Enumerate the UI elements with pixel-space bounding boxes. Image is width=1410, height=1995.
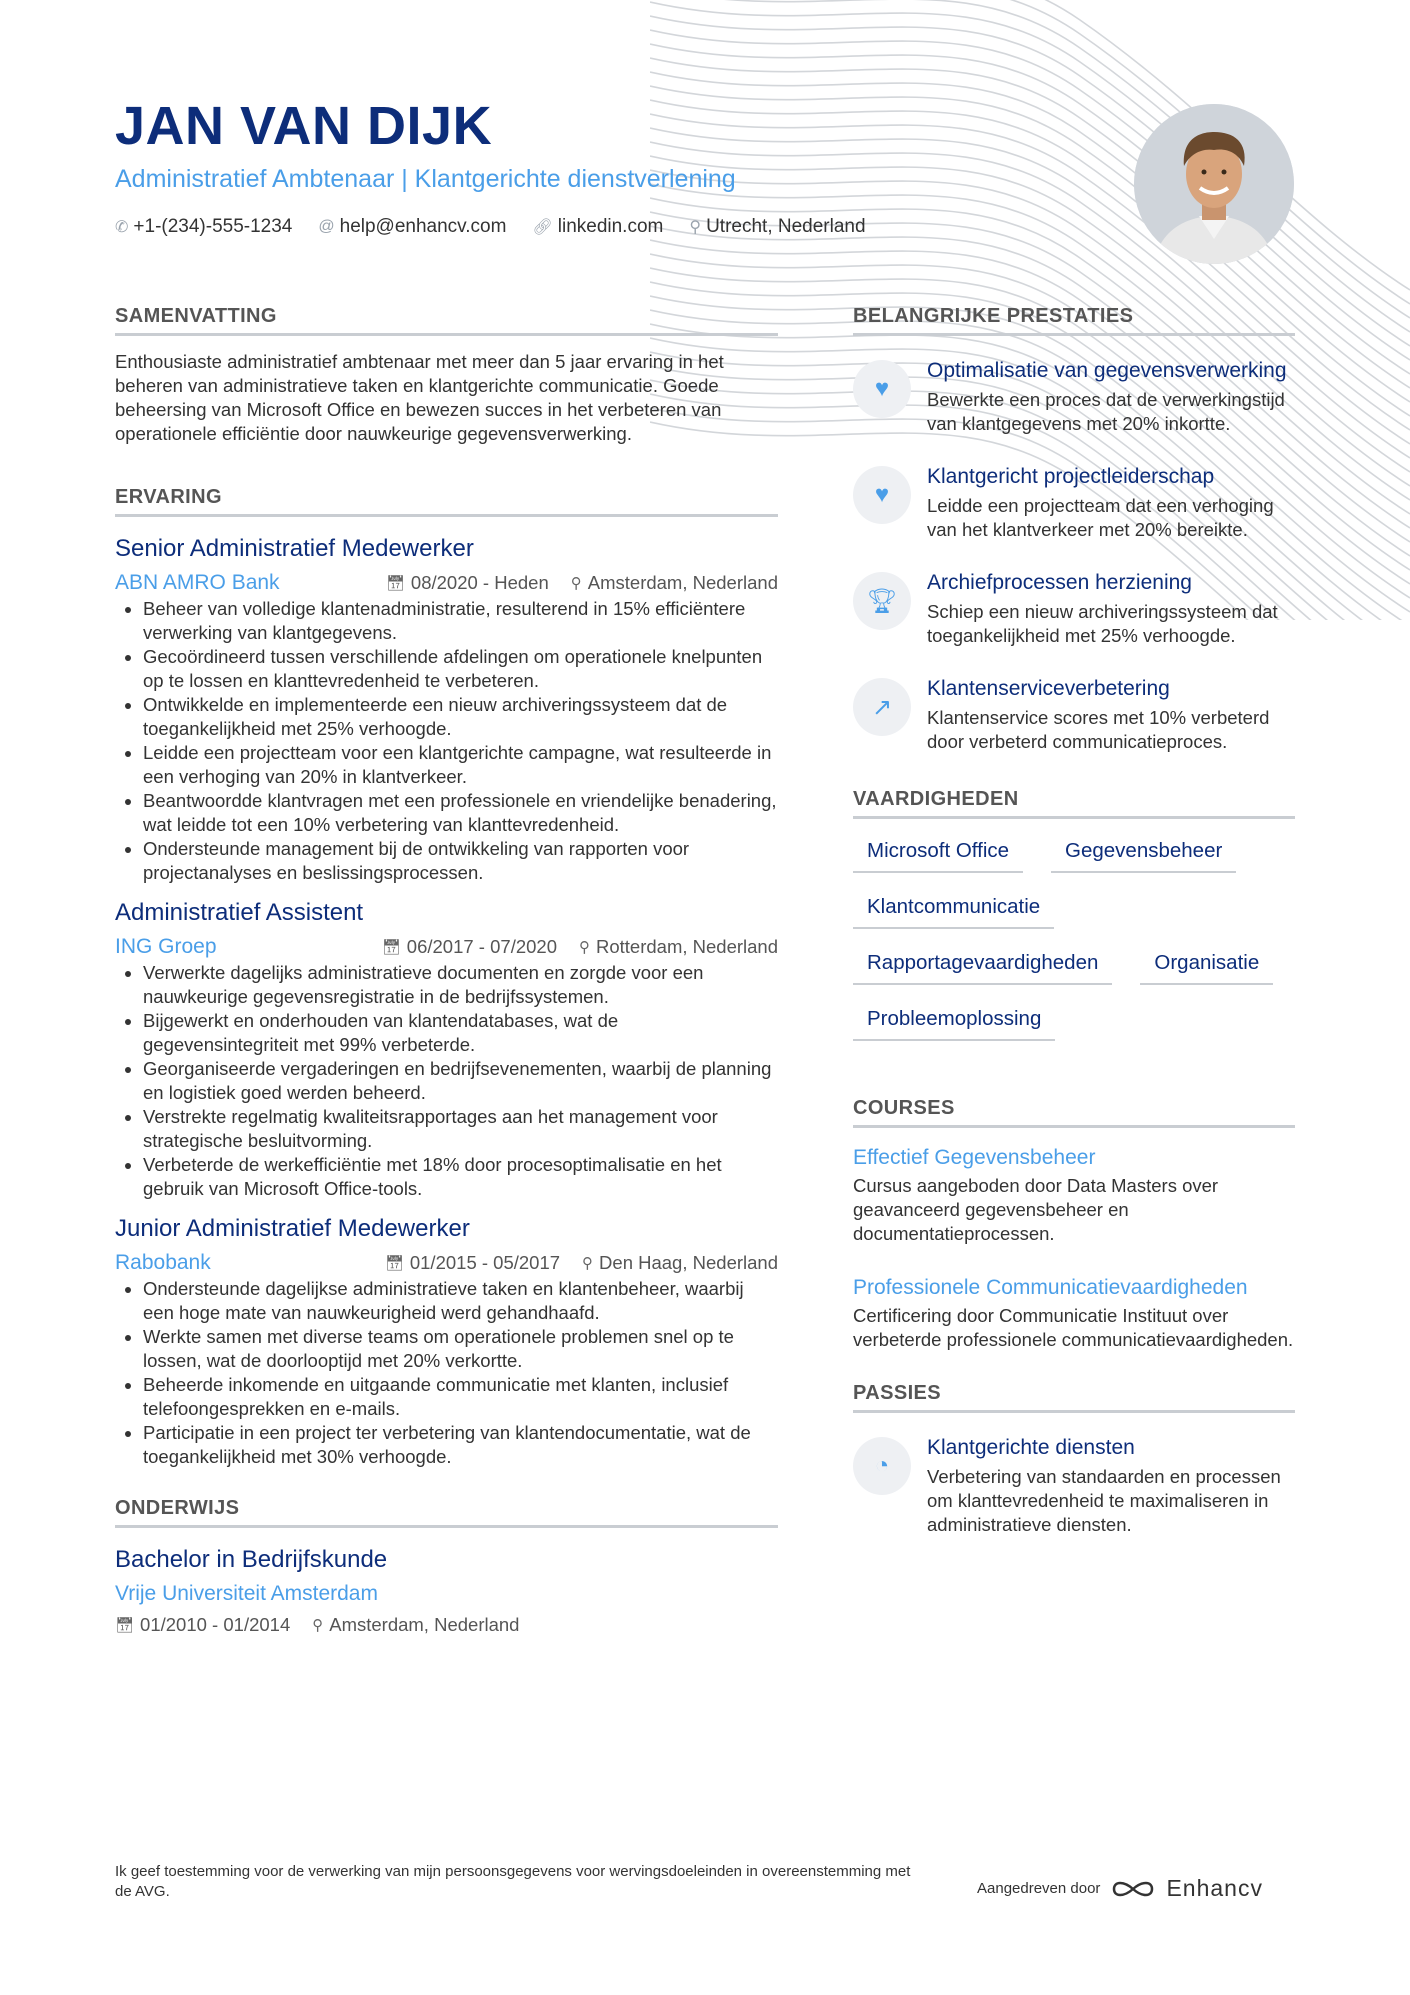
- achievement-description: Leidde een projectteam dat een verhoging van het klantverkeer met 20% bereikte.: [927, 495, 1274, 540]
- left-column: [115, 305, 778, 1636]
- experience-section: [115, 486, 778, 1469]
- avatar: [1134, 104, 1294, 264]
- section-heading: COURSES: [853, 1097, 1295, 1128]
- head-icon: ◔: [853, 1437, 911, 1495]
- contact-linkedin[interactable]: 🔗︎ linkedin.com: [532, 215, 664, 237]
- company-name: ABN AMRO Bank: [115, 571, 280, 594]
- job-dates: 06/2017 - 07/2020: [406, 936, 557, 957]
- achievement-title: Klantenserviceverbetering: [927, 677, 1170, 700]
- summary-text: Enthousiaste administratief ambtenaar met meer dan 5 jaar ervaring in het beheren van administratieve taken en klantgerichte communicatie. Goede beheersing van Microsoft Office en bewezen succes in het verbeteren van operationele efficiëntie door nauwkeurige gegevensverwerking.: [115, 351, 724, 444]
- bullet-item: • Georganiseerde vergaderingen en bedrijfsevenementen, waarbij de planning en logistiek goed werden beheerd.: [143, 1057, 778, 1105]
- achievement-item: [853, 464, 1295, 542]
- job-entry: [115, 535, 778, 885]
- bullet-item: • Werkte samen met diverse teams om operationele problemen snel op te lossen, wat de doorlooptijd met 20% verkortte.: [143, 1325, 778, 1373]
- course-title: Professionele Communicatievaardigheden: [853, 1276, 1248, 1299]
- course-item: [853, 1276, 1295, 1352]
- job-dates: 01/2015 - 05/2017: [409, 1252, 561, 1273]
- contact-row: [115, 216, 1015, 238]
- link-icon: 🔗︎: [532, 218, 553, 236]
- education-meta: [115, 1614, 778, 1636]
- bullet-item: • Ondersteunde management bij de ontwikkeling van rapporten voor projectanalyses en beslissingsprocessen.: [143, 837, 778, 885]
- calendar-icon: 📅︎: [385, 575, 405, 592]
- course-description: Cursus aangeboden door Data Masters over geavanceerd gegevensbeheer en documentatieprocessen.: [853, 1175, 1219, 1244]
- passion-title: Klantgerichte diensten: [927, 1436, 1135, 1459]
- section-heading: BELANGRIJKE PRESTATIES: [853, 305, 1295, 336]
- passion-item: [853, 1435, 1295, 1537]
- degree-title: Bachelor in Bedrijfskunde: [115, 1546, 388, 1573]
- section-heading: PASSIES: [853, 1382, 1295, 1413]
- section-heading: ONDERWIJS: [115, 1497, 778, 1528]
- achievement-item: [853, 676, 1295, 754]
- location-icon: ⚲: [689, 218, 702, 236]
- location-icon: ⚲: [578, 939, 590, 956]
- achievement-title: Optimalisatie van gegevensverwerking: [927, 359, 1287, 382]
- calendar-icon: 📅︎: [384, 1255, 404, 1272]
- job-meta: [115, 1251, 778, 1275]
- company-name: Rabobank: [115, 1251, 211, 1274]
- calendar-icon: 📅︎: [381, 939, 401, 956]
- powered-by-label: Aangedreven door: [977, 1880, 1101, 1897]
- company-name: ING Groep: [115, 935, 217, 958]
- school-name: Vrije Universiteit Amsterdam: [115, 1582, 378, 1605]
- achievement-description: Klantenservice scores met 10% verbeterd door verbeterd communicatieproces.: [927, 707, 1270, 752]
- location-icon: ⚲: [582, 1255, 594, 1272]
- course-item: [853, 1146, 1295, 1246]
- right-column: [853, 305, 1295, 1565]
- location-icon: ⚲: [312, 1617, 324, 1634]
- job-entry: [115, 899, 778, 1201]
- gdpr-consent-note: Ik geef toestemming voor de verwerking van mijn persoonsgegevens voor wervingsdoeleinden in overeenstemming met de AVG.: [115, 1863, 911, 1900]
- heart-icon: ♥: [853, 360, 911, 418]
- bullet-item: • Bijgewerkt en onderhouden van klantendatabases, wat de gegevensintegriteit met 99% verbeterde.: [143, 1009, 778, 1057]
- powered-by[interactable]: [977, 1875, 1263, 1902]
- bullet-item: • Beantwoordde klantvragen met een professionele en vriendelijke benadering, wat leidde tot een 10% verbetering van klanttevredenheid.: [143, 789, 778, 837]
- job-bullets: [115, 961, 778, 1201]
- skill-tag: Rapportagevaardigheden: [853, 945, 1112, 985]
- bullet-item: • Leidde een projectteam voor een klantgerichte campagne, wat resulteerde in een verhoging van 20% in klantverkeer.: [143, 741, 778, 789]
- job-meta: [115, 571, 778, 595]
- passions-section: [853, 1382, 1295, 1537]
- bullet-item: • Participatie in een project ter verbetering van klantendocumentatie, wat de toegankelijkheid met 30% verhoogde.: [143, 1421, 778, 1469]
- bullet-item: • Ondersteunde dagelijkse administratieve taken en klantenbeheer, waarbij een hoge mate van nauwkeurigheid werd gehandhaafd.: [143, 1277, 778, 1325]
- bullet-item: • Verstrekte regelmatig kwaliteitsrapportages aan het management voor strategische besluitvorming.: [143, 1105, 778, 1153]
- education-location: Amsterdam, Nederland: [329, 1614, 520, 1635]
- job-bullets: [115, 1277, 778, 1469]
- bullet-item: • Ontwikkelde en implementeerde een nieuw archiveringssysteem dat de toegankelijkheid met 25% verhoogde.: [143, 693, 778, 741]
- job-bullets: [115, 597, 778, 885]
- job-location: Amsterdam, Nederland: [587, 572, 778, 593]
- job-title: Junior Administratief Medewerker: [115, 1215, 470, 1242]
- calendar-icon: 📅︎: [115, 1617, 135, 1634]
- achievement-item: [853, 570, 1295, 648]
- achievement-description: Bewerkte een proces dat de verwerkingstijd van klantgegevens met 20% inkortte.: [927, 389, 1285, 434]
- achievements-section: [853, 305, 1295, 754]
- location-icon: ⚲: [570, 575, 582, 592]
- course-description: Certificering door Communicatie Instituut over verbeterde professionele communicatievaardigheden.: [853, 1305, 1294, 1350]
- achievement-title: Klantgericht projectleiderschap: [927, 465, 1215, 488]
- job-meta: [115, 935, 778, 959]
- education-dates: 01/2010 - 01/2014: [140, 1614, 291, 1635]
- bullet-item: • Beheerde inkomende en uitgaande communicatie met klanten, inclusief telefoongesprekken en e-mails.: [143, 1373, 778, 1421]
- resume-header: [115, 98, 1015, 238]
- education-section: [115, 1497, 778, 1636]
- section-heading: ERVARING: [115, 486, 778, 517]
- at-icon: @: [318, 217, 335, 235]
- section-heading: VAARDIGHEDEN: [853, 788, 1295, 819]
- trophy-icon: 🏆︎: [853, 572, 911, 630]
- heart-icon: ♥: [853, 466, 911, 524]
- bullet-item: • Verwerkte dagelijks administratieve documenten en zorgde voor een nauwkeurige gegevensregistratie in de bedrijfssystemen.: [143, 961, 778, 1009]
- achievement-title: Archiefprocessen herziening: [927, 571, 1192, 594]
- candidate-title: Administratief Ambtenaar | Klantgerichte dienstverlening: [115, 164, 736, 193]
- skill-tag: Organisatie: [1140, 945, 1273, 985]
- job-title: Senior Administratief Medewerker: [115, 535, 474, 562]
- achievement-description: Schiep een nieuw archiveringssysteem dat toegankelijkheid met 25% verhoogde.: [927, 601, 1278, 646]
- enhancv-logo-icon: [1110, 1876, 1156, 1902]
- phone-icon: ✆: [115, 218, 129, 236]
- enhancv-brand: Enhancv: [1166, 1875, 1263, 1901]
- skill-tag: Gegevensbeheer: [1051, 833, 1236, 873]
- skill-tag: Probleemoplossing: [853, 1001, 1055, 1041]
- skill-tag: Klantcommunicatie: [853, 889, 1054, 929]
- passion-description: Verbetering van standaarden en processen om klanttevredenheid te maximaliseren in administratieve diensten.: [927, 1466, 1281, 1535]
- summary-section: [115, 305, 778, 446]
- section-heading: SAMENVATTING: [115, 305, 778, 336]
- bullet-item: • Gecoördineerd tussen verschillende afdelingen om operationele knelpunten op te lossen en klanttevredenheid te verbeteren.: [143, 645, 778, 693]
- job-dates: 08/2020 - Heden: [410, 572, 549, 593]
- job-location: Den Haag, Nederland: [599, 1252, 778, 1273]
- skill-tag: Microsoft Office: [853, 833, 1023, 873]
- bullet-item: • Verbeterde de werkefficiëntie met 18% door procesoptimalisatie en het gebruik van Microsoft Office-tools.: [143, 1153, 778, 1201]
- bullet-item: • Beheer van volledige klantenadministratie, resulterend in 15% efficiëntere verwerking van klantgegevens.: [143, 597, 778, 645]
- contact-location: ⚲ Utrecht, Nederland: [689, 215, 866, 237]
- contact-phone[interactable]: ✆ +1-(234)-555-1234: [115, 215, 293, 237]
- wand-icon: ↗: [853, 678, 911, 736]
- job-location: Rotterdam, Nederland: [595, 936, 778, 957]
- candidate-name: JAN VAN DIJK: [115, 96, 493, 156]
- contact-email[interactable]: @ help@enhancv.com: [318, 215, 507, 237]
- job-title: Administratief Assistent: [115, 899, 364, 926]
- job-entry: [115, 1215, 778, 1469]
- course-title: Effectief Gegevensbeheer: [853, 1146, 1096, 1169]
- achievement-item: [853, 358, 1295, 436]
- courses-section: [853, 1097, 1295, 1352]
- skills-section: [853, 788, 1295, 1041]
